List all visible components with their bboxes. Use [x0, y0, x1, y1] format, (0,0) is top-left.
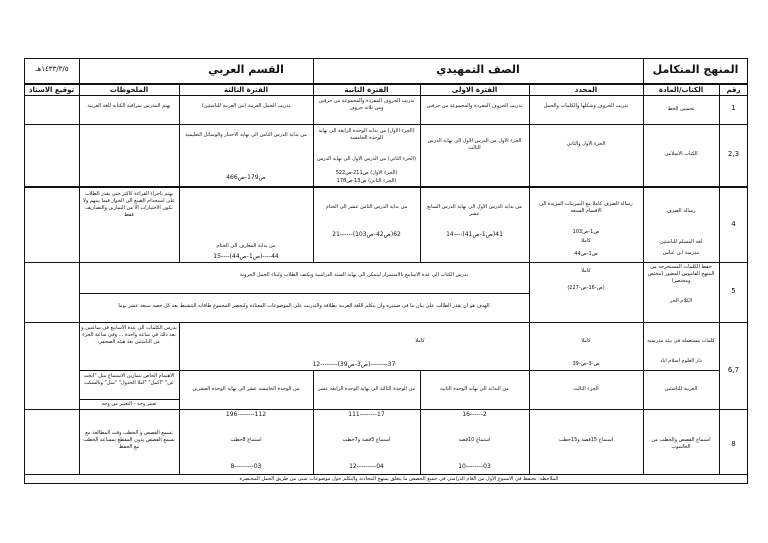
row-number: 2,3 — [727, 150, 740, 158]
row67-period2-c: من الوحدة الثالثة الى نهاية الوحدة الرابعة عشر — [317, 386, 416, 392]
row8-period3-b: 8---------03 — [230, 463, 262, 470]
row8-specified: استماع 15قصة و15خطب — [558, 437, 614, 443]
row1-period3: تدريب الجمل العربية (من العربية للناشئين) — [201, 103, 291, 109]
row-divider — [24, 322, 748, 323]
row5-specified-a: كاملا — [581, 268, 591, 274]
row-number: 5 — [731, 287, 736, 295]
row8-period1-b: 10--------03 — [458, 463, 491, 470]
row-divider — [24, 262, 748, 263]
row1-book: تحسين الخط — [667, 106, 695, 112]
header-notes: الملحوظات — [109, 86, 149, 94]
subrow-divider — [79, 370, 719, 371]
row8-notes: تسمع القصص و الخطب وقت المطالعة مع تسمع القصص بدون المقطع بمساعد الخطب مع الحفظ — [83, 430, 175, 450]
header-row-divider — [24, 95, 748, 96]
col-divider — [179, 322, 180, 474]
row23-period2-c: (الجزء الاول) ص211-ص522 — [335, 170, 398, 176]
col-divider — [420, 370, 421, 474]
row4-period3-b: 15----(ص1-ص44)----44 — [213, 253, 279, 260]
header-period2: الفترة الثانية — [344, 86, 389, 94]
subrow-divider — [79, 293, 529, 294]
row8-period2-a: استماع 5قصة و7خطب — [342, 437, 391, 443]
row-number: 1 — [731, 104, 736, 112]
row4-period3-a: من بداية المعارف الى الختام — [216, 243, 276, 249]
row23-period2-d: (الجزء الثاني) ص13-ص178 — [336, 178, 397, 184]
row23-period2-b: (الجزء الثاني) من الدرس الاول الى نهاية الدرس — [316, 156, 417, 162]
row1-notes: يهتم المدرس بمراقبة الكتابة للغة العربية — [87, 103, 171, 109]
row4-notes-a: يهتم باجراء القراءة كاكثر حتى يقدر الطلاب على استخدام الصيغ الى الحوار فيما بينهم ولا تكون الاختبارات الا من التمارين والتصاريف فقط — [82, 191, 175, 218]
row67-period1-d: 16------2 — [462, 411, 487, 418]
date-label: ١٤٣٣/٣/٥هـ — [35, 65, 69, 73]
header-book-subject: الكتاب/المادة — [658, 86, 704, 94]
row67-specified-b: ص-3-ص-39 — [572, 361, 600, 367]
row67-period3-d: 196--------112 — [225, 411, 267, 418]
header-period3: الفترة الثالثة — [223, 86, 269, 94]
col-divider — [529, 83, 530, 474]
row-divider — [24, 474, 748, 475]
preparatory-class-title: الصف التمهيدي — [436, 63, 520, 76]
row1-period1: تدريب الحروف المفردة والمجموعة من حرفين — [426, 103, 523, 109]
row-divider — [24, 124, 748, 125]
row1-period2: تدريب الحروف المفردة والمجموعة من حرفين ومن ثلاثة حروف — [318, 98, 415, 111]
row8-period2-b: 12---------04 — [349, 463, 384, 470]
row23-period3-b: ص179-ص466 — [226, 174, 266, 181]
row23-period2-a: (الجزء الاول) من بداية الوحدة الرابعة الى نهاية الوحدة الخامسة — [318, 128, 415, 141]
row-number: 4 — [731, 220, 736, 228]
row5-span-b: الهدف هو ان يقدر الطالب على بيان ما في ضميره وان يتكلم اللغة العربية بطلاقة والتدريب على الموضوعات المعتادة وليحضر المجموع طاقاته التنشيط بعد كل حصة سبعة عشر يوما — [118, 303, 490, 309]
row4-specified-d: ص1-ص44 — [574, 251, 598, 257]
row4-book-c: مدرسة ابن عباس — [662, 250, 700, 256]
col-divider — [719, 83, 720, 474]
row4-period2-b: 21------(ص42-ص103)62 — [332, 231, 401, 238]
row67-notes-a: تدرس الكلمات الى عدة الاسابيع في ساعتين و بعد ذلك في ساعة واحدة ... وفي ساعة الجزء من الناشئين بعد هيئة الصحفي — [81, 325, 177, 345]
row67-specified-c: الجزء الثالث — [573, 386, 599, 392]
row23-specified: الجزء الاول والثاني — [566, 141, 606, 147]
row67-period3-c: من الوحدة الخامسة عشر الى نهاية الوحدة العشرين — [192, 386, 300, 392]
header-teacher-signature: توقيع الاستاذ — [28, 86, 75, 94]
row67-period1-c: من البداية الى نهاية الوحدة الثانية — [440, 386, 509, 392]
row4-book-b: لغة المسلم للناشئين — [659, 239, 703, 245]
row67-specified-a: كاملا — [581, 338, 591, 344]
row8-book: استماع القصص والخطب من الحاسوب — [651, 437, 711, 450]
integrated-curriculum-title: المنهج المتكامل — [652, 63, 739, 76]
row5-specified-b: (ص-16-ص-227) — [567, 285, 605, 291]
col-divider — [643, 58, 644, 474]
row4-book-a: رسالة الصرف — [666, 208, 696, 214]
header-specified: المحدد — [574, 86, 598, 94]
row67-period1-a: كاملا — [415, 338, 425, 344]
row4-period1-a: من بداية الدرس الاول الى نهاية الدرس السابع عشر — [427, 204, 522, 217]
col-divider — [179, 83, 180, 262]
row67-book-b: دار العلوم اسلام اباد — [660, 358, 702, 364]
row5-span-a: يدرس الكتاب الى عدة الاسابيع بالاستمرار ليتمكن الى نهاية السنة الدراسية ويكتف الطلاب ولبناء الجمل الحروية — [239, 272, 469, 278]
arabic-section-title: القسم العربي — [208, 63, 284, 76]
row67-period1-b: 12--------(ص3-ص39)--------37 — [312, 361, 396, 368]
row5-book-b: الكلام الحر — [669, 298, 693, 304]
subrow-divider — [79, 399, 179, 400]
row4-specified-a: رسالة الصرف كاملا مع التمرينات المزيدة الى الاقسام السبعة — [539, 201, 633, 214]
row67-notes-c: تعبير وجه - التعبير من وجه — [101, 401, 157, 407]
header-period1: الفترة الاولى — [451, 86, 498, 94]
row67-book-a: كلمات مستعملة في بيئة مدرسية — [647, 338, 715, 344]
row8-period3-a: استماع 8خطب — [230, 437, 262, 443]
row4-specified-b: ص1-ص103 — [572, 229, 600, 235]
row1-specified: تدريب الحروف وشكلها والكلمات والجمل — [543, 103, 629, 109]
footer-note: الملاحظة: يحتفظ في الاسبوع الاول من العام الدراسي في جميع الحصص ما يتعلق بمنهج المحادثة والتكلم حول موضوعات شتى من طريق الجمل المختصرة — [239, 476, 559, 482]
row4-period1-b: 14----(ص1-ص41)41 — [446, 231, 503, 238]
row-divider — [24, 186, 748, 188]
row8-period1-a: استماع 10قصة — [458, 437, 491, 443]
col-divider — [313, 370, 314, 474]
row4-period2-a: من بداية الدرس الثامن عشر الى الختام — [325, 204, 408, 210]
header-no: رقم — [726, 86, 741, 94]
row-number: 6,7 — [727, 366, 740, 374]
row23-period1: الجزء الاول من الدرس الاول الى نهاية الدرس الثالث — [427, 138, 522, 151]
col-divider — [79, 58, 80, 474]
row23-book: الكتاب الاسلامي — [664, 151, 698, 157]
col-divider — [420, 83, 421, 262]
row-number: 8 — [731, 440, 736, 448]
row4-specified-c: كاملا — [581, 238, 591, 244]
row23-period3-a: من بداية الدرس الثامن الى نهاية الاختبار والوسائل التعليمية — [185, 132, 307, 138]
row67-notes-b: الاهتمام الخاص بتمارين الاستماع مثل "ابحث عن" "اكمل" "املا الجدول" "سل" وبالسكب — [83, 373, 175, 386]
row5-book-a: حفظ الكلمات المستخرجة من المنهج القاموس المصور (مختص ومختصر) — [647, 264, 715, 284]
row67-book-c: العربية للناشئين — [664, 386, 698, 392]
row67-period2-d: 111--------17 — [348, 411, 385, 418]
